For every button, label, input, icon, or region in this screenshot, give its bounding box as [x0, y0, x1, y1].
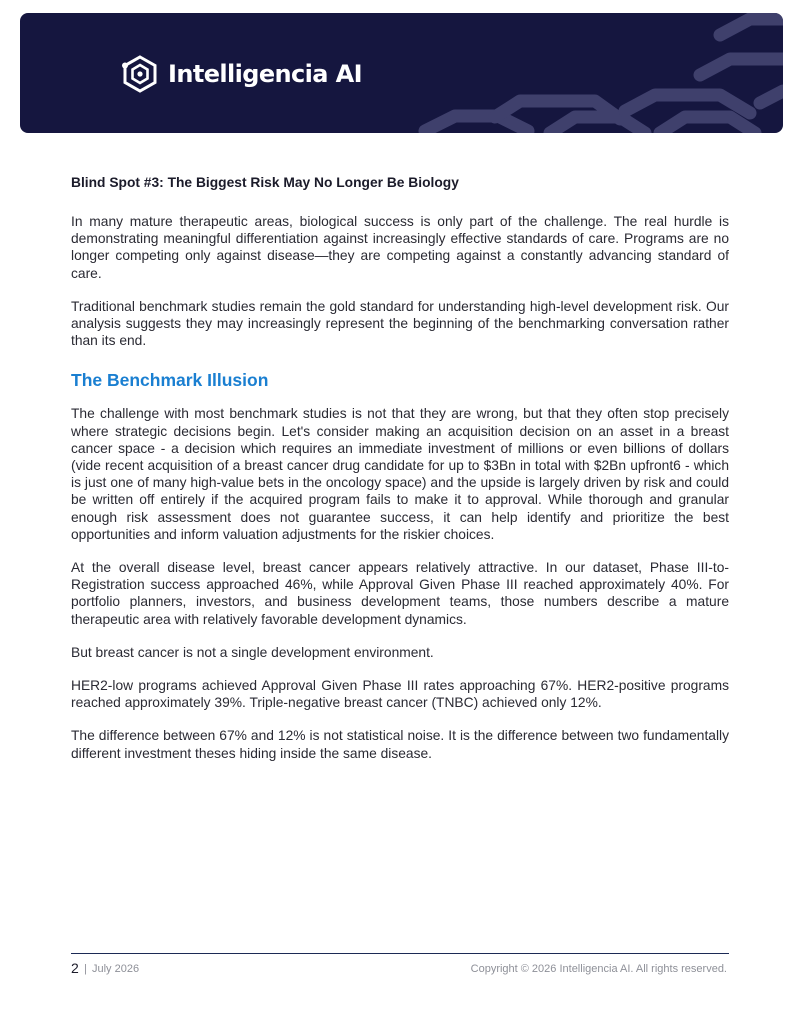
copyright-notice: Copyright © 2026 Intelligencia AI. All rights reserved. [470, 963, 727, 975]
paragraph: The challenge with most benchmark studies is not that they are wrong, but that they often stop precisely where strategic decisions begin. Let's consider making an acquisition decision on an asset in a breast cancer space - a decision which requires an immediate investment of millions or even billions of dollars (vide recent acquisition of a breast cancer drug candidate for up to $3Bn in total with $2Bn upfront6 - which is just one of many high-value bets in the oncology space) and the upside is largely driven by risk and could be written off entirely if the acquired program fails to make it to approval. While thorough and granular enough risk assessment does not guarantee success, it can help identify and prioritize the best opportunities and inform valuation adjustments for the riskier choices. [71, 406, 729, 542]
section-subheading: Blind Spot #3: The Biggest Risk May No Longer Be Biology [71, 175, 459, 190]
footer-divider [71, 953, 729, 954]
paragraph: In many mature therapeutic areas, biological success is only part of the challenge. The real hurdle is demonstrating meaningful differentiation against increasingly effective standards of care. Programs are no longer competing only against disease—they are competing against a constantly advancing standard of care. [71, 214, 729, 281]
paragraph: Traditional benchmark studies remain the gold standard for understanding high-level development risk. Our analysis suggests they may increasingly represent the beginning of the benchmarking conversation rather than its end. [71, 298, 729, 349]
page-number: 2 [71, 960, 79, 976]
article-body [71, 172, 729, 778]
publication-date: July 2026 [92, 963, 140, 975]
paragraph: The difference between 67% and 12% is not statistical noise. It is the difference between two fundamentally different investment theses hiding inside the same disease. [71, 728, 729, 761]
paragraph: HER2-low programs achieved Approval Given Phase III rates approaching 67%. HER2-positive programs reached approximately 39%. Triple-negative breast cancer (TNBC) achieved only 12%. [71, 678, 729, 711]
footer-separator: | [84, 963, 87, 975]
section-title: The Benchmark Illusion [71, 370, 269, 391]
hexagon-logo-icon [120, 54, 160, 94]
company-logo [120, 54, 362, 94]
paragraph: But breast cancer is not a single development environment. [71, 644, 434, 660]
paragraph: At the overall disease level, breast cancer appears relatively attractive. In our dataset, Phase III-to-Registration success approached 46%, while Approval Given Phase III reached approximately 40%. For portfolio planners, investors, and business development teams, those numbers describe a mature therapeutic area with relatively favorable development dynamics. [71, 560, 729, 627]
logo-wordmark: Intelligencia AI [168, 60, 362, 88]
header-banner [20, 13, 783, 133]
